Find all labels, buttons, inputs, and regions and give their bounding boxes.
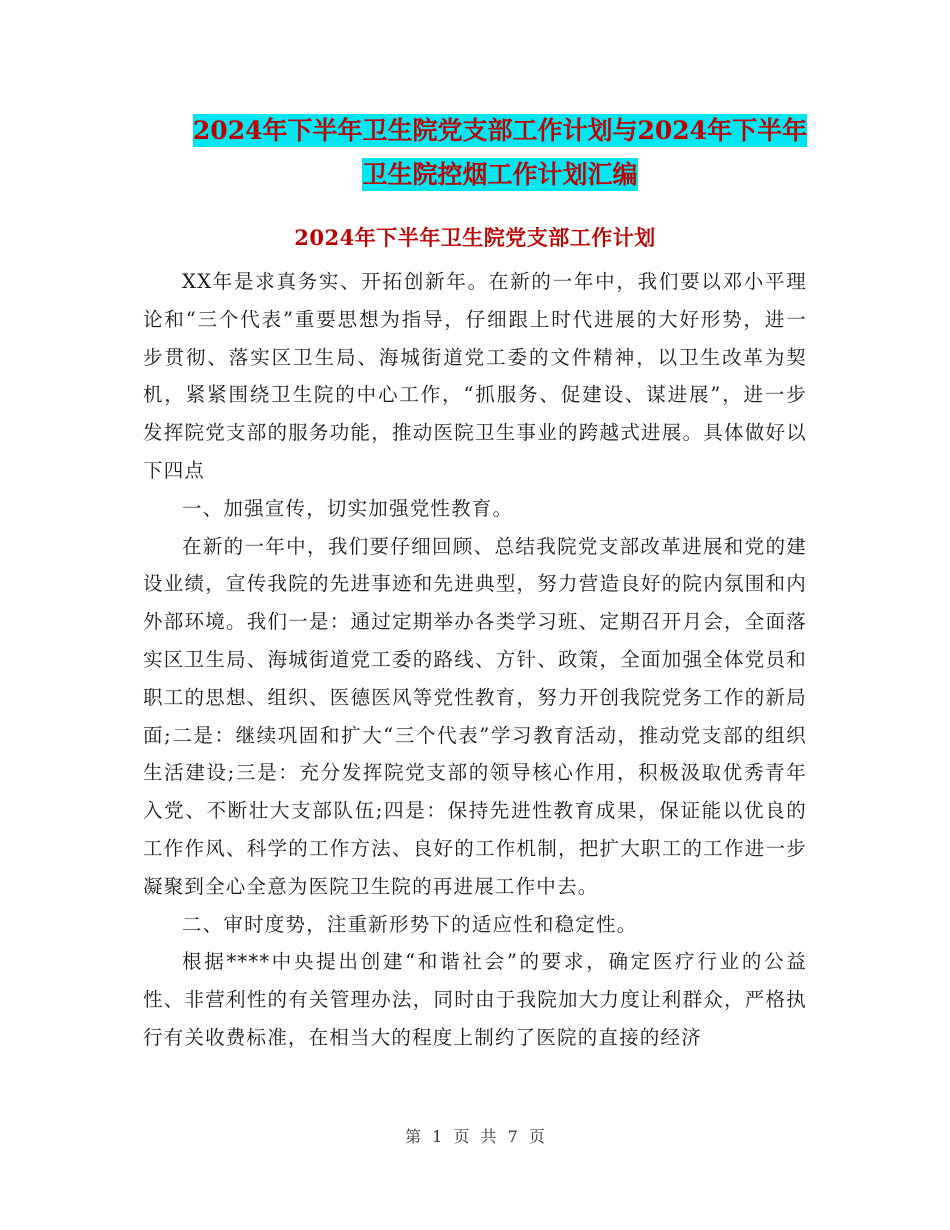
paragraph-intro: XX年是求真务实、开拓创新年。在新的一年中，我们要以邓小平理论和“三个代表”重要思想为指导，仔细跟上时代进展的大好形势，进一步贯彻、落实区卫生局、海城街道党工委的文件精神，以卫生改革为契机，紧紧围绕卫生院的中心工作，“抓服务、促建设、谋进展”，进一步发挥院党支部的服务功能，推动医院卫生事业的跨越式进展。具体做好以下四点 <box>143 270 807 482</box>
title-highlight: 2024年下半年卫生院党支部工作计划与2024年下半年 <box>192 116 808 145</box>
heading-point-1: 一、加强宣传，切实加强党性教育。 <box>182 496 514 520</box>
document-title-line-1 <box>120 108 880 154</box>
paragraph-point-1: 在新的一年中，我们要仔细回顾、总结我院党支部改革进展和党的建设业绩，宣传我院的先进事迹和先进典型，努力营造良好的院内氛围和内外部环境。我们一是：通过定期举办各类学习班、定期召开月会，全面落实区卫生局、海城街道党工委的路线、方针、政策，全面加强全体党员和职工的思想、组织、医德医风等党性教育，努力开创我院党务工作的新局面;二是：继续巩固和扩大“三个代表”学习教育活动，推动党支部的组织生活建设;三是：充分发挥院党支部的领导核心作用，积极汲取优秀青年入党、不断壮大支部队伍;四是：保持先进性教育成果，保证能以优良的工作作风、科学的工作方法、良好的工作机制，把扩大职工的工作进一步凝聚到全心全意为医院卫生院的再进展工作中去。 <box>143 534 807 898</box>
heading-point-2: 二、审时度势，注重新形势下的适应性和稳定性。 <box>182 912 638 936</box>
section-title: 2024年下半年卫生院党支部工作计划 <box>294 225 656 250</box>
document-title-line-2 <box>120 152 880 198</box>
title-highlight: 卫生院控烟工作计划汇编 <box>362 160 638 189</box>
paragraph-point-2: 根据****中央提出创建“和谐社会”的要求，确定医疗行业的公益性、非营利性的有关管理办法，同时由于我院加大力度让利群众，严格执行有关收费标准，在相当大的程度上制约了医院的直接的经济 <box>143 950 807 1049</box>
body-text <box>143 263 807 1057</box>
page-footer: 第 1 页 共 7 页 <box>405 1127 545 1146</box>
